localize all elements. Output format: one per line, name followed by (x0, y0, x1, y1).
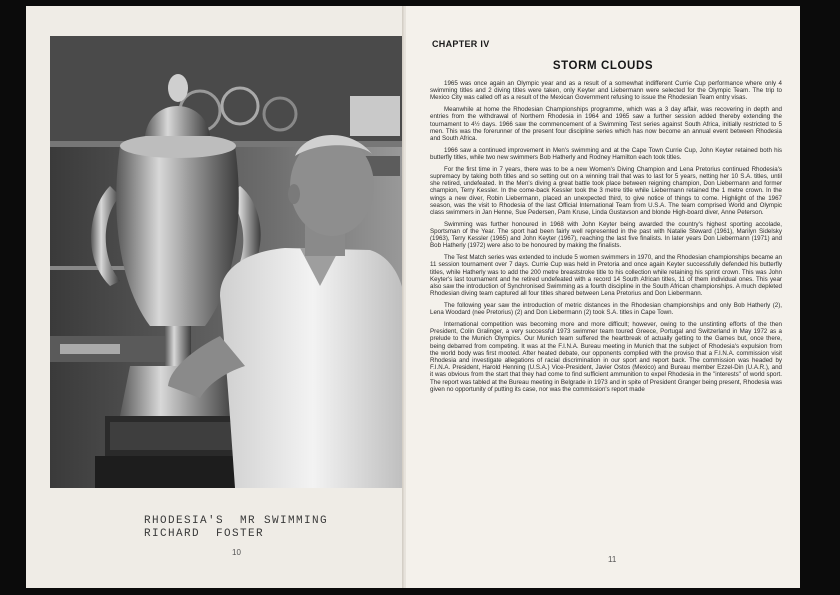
photo-illustration (50, 36, 404, 488)
left-page (26, 6, 404, 588)
page-number-right: 11 (608, 555, 617, 564)
paragraph: The following year saw the introduction of metric distances in the Rhodesian championships and only Bob Hatherly (2), Lena Woodard (nee Pretorius) (2) and Don Liebermann (2) took S.A. titles in Cape Town. (430, 302, 782, 317)
right-page (406, 6, 800, 588)
paragraph: Meanwhile at home the Rhodesian Championships programme, which was a 3 day affair, was recovering in depth and entries from the withdrawal of Northern Rhodesia in 1964 and 1965 saw a further session added thereby extending the tournament to 4½ days. 1966 saw the commencement of a Swimming Test series against South Africa, initially restricted to 5 men. This was the forerunner of the present four discipline series which has now become an annual event between Rhodesia and South Africa. (430, 106, 782, 143)
caption-line-2: RICHARD FOSTER (144, 528, 265, 540)
paragraph: 1966 saw a continued improvement in Men's swimming and at the Cape Town Currie Cup, John Keyter retained both his butterfly titles, while two new swimmers Bob Hatherly and Rodney Hamilton each took titles. (430, 146, 782, 162)
paragraph: International competition was becoming more and more difficult; however, owing to the unstinting efforts of the then President, Colin Gralinger, a very successful 1973 swimmer team toured Greece, Portugal and Switzerland in May 1972 as a prelude to the Munich Olympics. Our Munich team suffered the heartbreak of actually getting to the Games but, once there, being debarred from competing. It was at the F.I.N.A. Bureau meeting in Munich that the subject of Rhodesia's expulsion from the world body was first mooted. After heated debate, our opponents complied with the proviso that a F.I.N.A. commission visit Rhodesia and investigate allegations of racial discrimination in our sport and report back. The commission was headed by F.I.N.A. President, Harold Henning (U.S.A.) Vice-President, Javier Ostos (Mexico) and Bureau member Ezzel-Din (U.A.R.), and it was obvious from the start that they had come to find sufficient ammunition to expel Rhodesia in the "interests" of world sport. The report was tabled at the Bureau meeting in Belgrade in 1973 and in spite of President Granger being present, Rhodesia was given no opportunity of putting its case, nor was the commission's report made (430, 321, 782, 393)
trophy-photo (50, 36, 404, 488)
paragraph: Swimming was further honoured in 1968 with John Keyter being awarded the country's highest sporting accolade, Sportsman of the Year. The sport had been fairly well represented in the past with Natalie Steward (1961), Marilyn Sidelsky (1963), Terry Kessler (1965) and John Keyter (1967), reaching the last five finalists. In later years Don Liebermann (1971) and Bob Hatherly (1972) were also to be honoured by making the finalists. (430, 220, 782, 250)
chapter-label: CHAPTER IV (432, 39, 490, 49)
photo-caption (144, 515, 328, 541)
chapter-title: STORM CLOUDS (552, 60, 654, 72)
paragraph: 1965 was once again an Olympic year and as a result of a somewhat indifferent Currie Cup performance where only 4 swimming titles and 2 diving titles were taken, only Keyter and Liebermann were selected for the Olympic Team. The trip to Mexico City was called off as a result of the Mexican Government refusing to issue the Rhodesian Team entry visas. (430, 80, 782, 102)
chapter-body (430, 80, 782, 398)
page-number-left: 10 (232, 548, 241, 557)
caption-line-1: RHODESIA'S MR SWIMMING (144, 515, 329, 527)
paragraph: The Test Match series was extended to include 5 women swimmers in 1970, and the Rhodesian championships became an 11 session tournament over 7 days. Currie Cup was held in Pretoria and once again Keyter successfully defended his butterfly titles, while Hatherly was to add the 200 metre breaststroke title to his collection while retaining his sprint crown. This was John Keyter's last tournament and he retired undefeated with a record 14 South African titles, 11 of them individual ones. This year also saw the introduction of Synchronised Swimming as a fourth discipline in the South African championships. A much depleted Rhodesian diving team captured all four titles shared between Lena Pretorius and Don Liebermann. (430, 254, 782, 298)
paragraph: For the first time in 7 years, there was to be a new Women's Diving Champion and Lena Pretorius continued Rhodesia's supremacy by taking both titles and so setting out on a winning trail that was to last for 5 years, netting her 10 S.A. titles, until she retired, undefeated. In the Men's diving a great battle took place between reigning champion, Don Liebermann and former champion, Terry Kessler. In the come-back Kessler took the 3 metre title while Liebermann retained the 1 metre crown. In the wings a new diver, Robin Liebermann, placed an unexpected third, to give notice of things to come. Highlight of the 1967 season, was the visit to Rhodesia of the last Official International Team from U.S.A. The team comprised World and Olympic class swimmers in Jan Henne, Sue Pedersen, Pam Kruse, Linda Gustavson and blonde High-board diver, Anne Peterson. (430, 165, 782, 217)
